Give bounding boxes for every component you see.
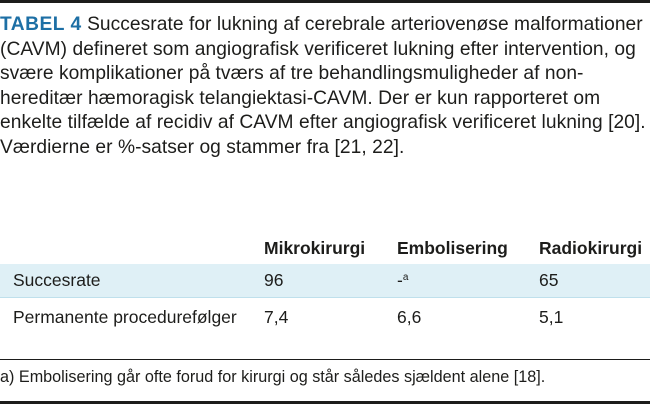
cell-mikrokirurgi: 7,4 [264, 307, 289, 327]
bottom-rule [0, 401, 650, 404]
row-label: Succesrate [0, 264, 264, 298]
table-row [0, 264, 650, 298]
footnote-mark: a [402, 272, 409, 283]
table-caption [0, 13, 648, 160]
data-table [0, 232, 650, 357]
top-rule [0, 0, 650, 3]
cell-radiokirurgi: 5,1 [539, 307, 564, 327]
table-label: TABEL 4 [0, 14, 82, 35]
row-label: Permanente procedurefølger [13, 307, 237, 327]
header-radiokirurgi: Radiokirurgi [539, 237, 643, 258]
cell-value: - [397, 270, 403, 290]
footnote-divider [0, 359, 650, 360]
header-embolisering: Embolisering [397, 237, 508, 258]
table-row [0, 298, 650, 358]
header-mikrokirurgi: Mikrokirurgi [264, 237, 366, 258]
cell-radiokirurgi: 65 [539, 264, 650, 298]
table-footnote: a) Embolisering går ofte forud for kirurgi og står således sjældent alene [18]. [0, 368, 546, 386]
cell-embolisering: 6,6 [397, 307, 422, 327]
header-row [0, 232, 650, 264]
cell-mikrokirurgi: 96 [264, 264, 397, 298]
caption-text: Succesrate for lukning af cerebrale arteriovenøse malformationer (CAVM) defineret som angiografisk verificeret lukning efter intervention, og svære komplikationer på tværs af tre behandlingsmuligheder af non-hereditær hæmoragisk telangiektasi-CAVM. Der er kun rapporteret om enkelte tilfælde af recidiv af CAVM efter angiografisk verificeret lukning [20]. Værdierne er %-satser og stammer fra [21, 22]. [0, 14, 646, 158]
header-empty [0, 232, 264, 264]
cell-embolisering [397, 264, 539, 298]
